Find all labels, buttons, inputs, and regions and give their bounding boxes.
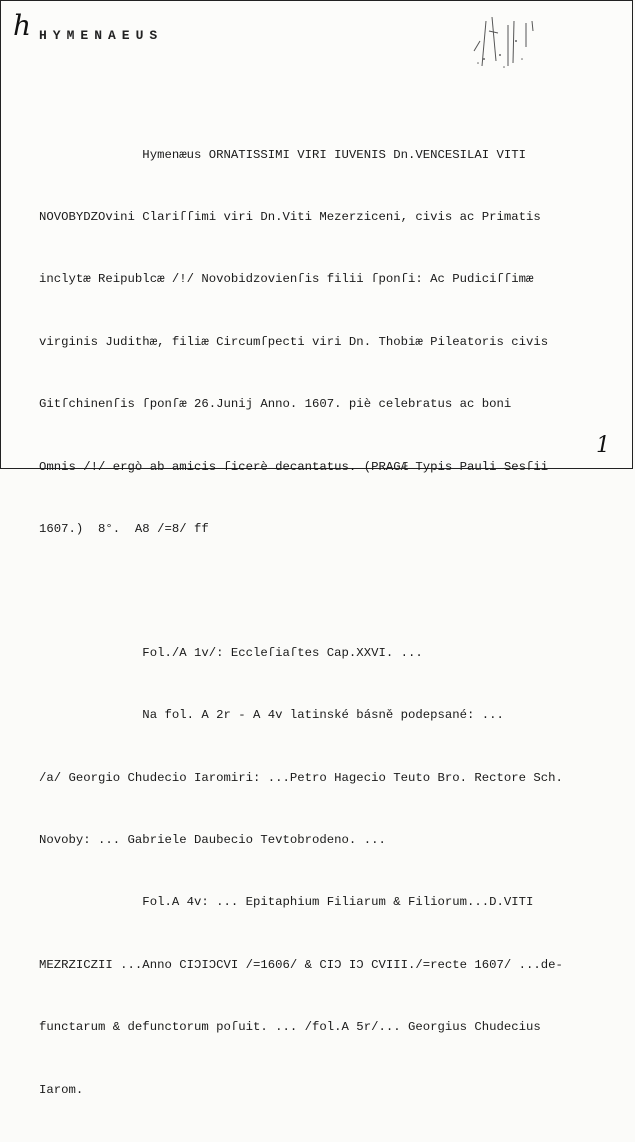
text-line: 1607.) 8°. A8 /=8/ ff <box>39 521 209 536</box>
text-line: Novoby: ... Gabriele Daubecio Tevtobrodeno. ... <box>39 833 386 848</box>
handwritten-end-mark: 1 <box>596 433 610 458</box>
text-line: inclytæ Reipublcæ /!/ Novobidzovienſis filii ſponſi: Ac Pudiciſſimæ <box>39 272 534 287</box>
text-line: virginis Judithæ, filiæ Circumſpecti viri Dn. Thobiæ Pileatoris civis <box>39 334 549 349</box>
text-line: Gitſchinenſis ſponſæ 26.Junij Anno. 1607. piè celebratus ac boni <box>39 397 512 412</box>
text-line: MEZRZICZII ...Anno CIƆIƆCVI /=1606/ & CIƆ IƆ CVIII./=recte 1607/ ...de- <box>39 957 563 972</box>
text-line: Omnis /!/ ergò ab amicis ſicerè decantatus. (PRAGÆ Typis Pauli Sesſii <box>39 459 549 474</box>
text-line: NOVOBYDZOvini Clariſſimi viri Dn.Viti Mezerziceni, civis ac Primatis <box>39 209 541 224</box>
text-line: Fol./A 1v/: Eccleſiaſtes Cap.XXVI. ... <box>39 645 423 660</box>
text-line: Na fol. A 2r - A 4v latinské básně podepsané: ... <box>39 708 504 723</box>
text-line: Iarom. <box>39 1082 84 1097</box>
handwritten-corner-mark: h <box>13 9 32 42</box>
library-stamp-icon <box>456 11 556 71</box>
text-line: Fol.A 4v: ... Epitaphium Filiarum & Filiorum...D.VITI <box>39 895 534 910</box>
text-line: /a/ Georgio Chudecio Iaromiri: ...Petro Hagecio Teuto Bro. Rectore Sch. <box>39 770 563 785</box>
card-body <box>39 103 609 1142</box>
card-header: HYMENAEUS <box>39 28 164 43</box>
text-line: functarum & defunctorum poſuit. ... /fol.A 5r/... Georgius Chudecius <box>39 1020 541 1035</box>
text-line: Hymenæus ORNATISSIMI VIRI IUVENIS Dn.VENCESILAI VITI <box>39 147 527 162</box>
